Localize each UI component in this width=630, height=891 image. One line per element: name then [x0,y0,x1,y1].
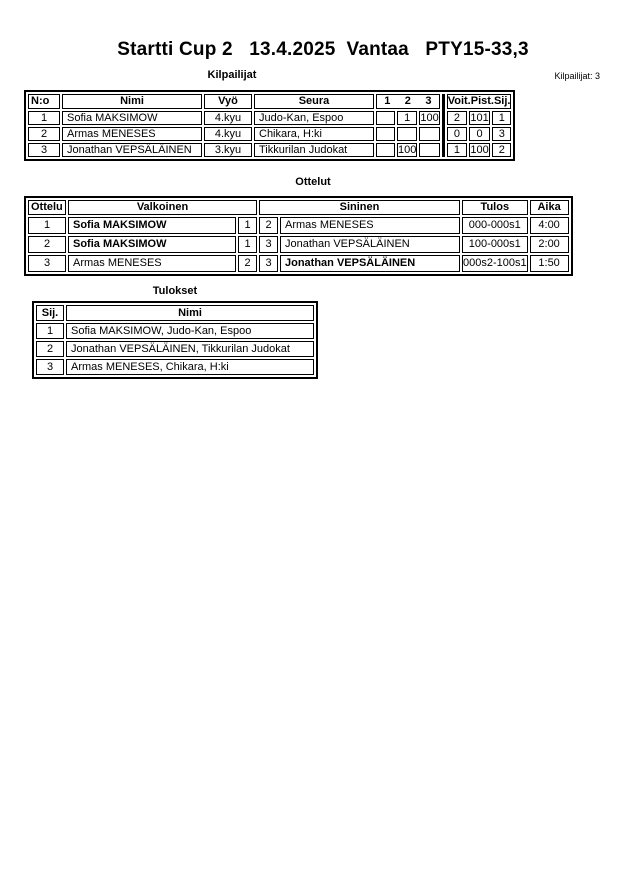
blue-number-cell: 3 [259,236,278,253]
competitor-club-cell: Tikkurilan Judokat [254,143,374,157]
points-cell: 101 [470,112,489,124]
blue-player-cell: Armas MENESES [280,217,460,234]
match-row [28,255,569,272]
place-cell: 2 [492,143,511,157]
results-table [32,301,318,379]
score-cell [397,127,417,141]
totals-divider [442,94,445,157]
competitor-name-cell: Jonathan VEPSÄLÄINEN [62,143,202,157]
result-cell: 100-000s1 [462,236,528,253]
time-cell: 1:50 [530,255,569,272]
score-cell [376,127,395,141]
matches-header-row [28,200,569,215]
competitor-row [28,127,511,141]
score-cell: 100 [420,112,439,124]
match-row [28,217,569,234]
place-cell: 1 [36,323,64,339]
col-tulos-header: Tulos [462,200,528,215]
matches-table [24,196,573,276]
result-row [36,323,314,339]
result-row [36,341,314,357]
match-number-cell: 2 [28,236,66,253]
col-sij-header: Sij. [493,95,511,107]
result-cell: 000-000s1 [462,217,528,234]
white-number-cell: 2 [238,255,257,272]
result-name-cell: Jonathan VEPSÄLÄINEN, Tikkurilan Judokat [66,341,314,357]
competitor-belt-cell: 4.kyu [204,111,252,125]
competitor-number-cell: 1 [28,111,60,125]
score-cell: 100 [398,144,417,156]
wins-cell: 1 [447,143,467,157]
blue-player-cell: Jonathan VEPSÄLÄINEN [280,255,460,272]
competitors-table [24,90,515,161]
time-cell: 2:00 [530,236,569,253]
result-row [36,359,314,375]
competitor-club-cell: Judo-Kan, Espoo [254,111,374,125]
competitor-club-cell: Chikara, H:ki [254,127,374,141]
score-col-1-header: 1 [384,95,391,107]
col-valkoinen-header: Valkoinen [68,200,257,215]
competitor-number-cell: 2 [28,127,60,141]
col-vyo-header: Vyö [204,94,252,109]
result-name-cell: Armas MENESES, Chikara, H:ki [66,359,314,375]
points-cell: 0 [469,127,490,141]
col-aika-header: Aika [530,200,569,215]
place-cell: 3 [36,359,64,375]
score-col-2-header: 2 [404,95,411,107]
col-voit-header: Voit. [447,95,471,107]
score-cell [376,111,395,125]
col-seura-header: Seura [254,94,374,109]
blue-number-cell: 2 [259,217,278,234]
white-player-cell: Armas MENESES [68,255,236,272]
matches-section-title: Ottelut [295,176,331,188]
place-cell: 2 [36,341,64,357]
col-ottelu-header: Ottelu [28,200,66,215]
match-score-cols-header [376,94,440,109]
competitor-number-cell: 3 [28,143,60,157]
competitor-belt-cell: 4.kyu [204,127,252,141]
match-number-cell: 3 [28,255,66,272]
white-player-cell: Sofia MAKSIMOW [68,217,236,234]
results-header-row [36,305,314,321]
score-col-3-header: 3 [425,95,432,107]
score-cell: 1 [397,111,417,125]
points-cell: 100 [470,144,489,156]
competitor-belt-cell: 3.kyu [204,143,252,157]
match-number-cell: 1 [28,217,66,234]
white-player-cell: Sofia MAKSIMOW [68,236,236,253]
competitors-section-title: Kilpailijat [207,69,257,81]
match-row [28,236,569,253]
score-cell [419,143,439,157]
white-number-cell: 1 [238,236,257,253]
blue-number-cell: 3 [259,255,278,272]
competitor-row [28,111,511,125]
col-no-header: N:o [28,94,60,109]
competitor-name-cell: Sofia MAKSIMOW [62,111,202,125]
white-number-cell: 1 [238,217,257,234]
score-cell [419,127,439,141]
competitors-header-row [28,94,511,109]
result-name-cell: Sofia MAKSIMOW, Judo-Kan, Espoo [66,323,314,339]
result-cell: 000s2-100s1 [462,255,528,272]
blue-player-cell: Jonathan VEPSÄLÄINEN [280,236,460,253]
competitor-name-cell: Armas MENESES [62,127,202,141]
col-nimi-header: Nimi [62,94,202,109]
place-cell: 3 [492,127,511,141]
score-cell [376,143,395,157]
col-nimi-header: Nimi [66,305,314,321]
competitor-row [28,143,511,157]
competitors-count-label: Kilpailijat: 3 [554,71,600,81]
col-pist-header: Pist. [470,95,494,107]
time-cell: 4:00 [530,217,569,234]
wins-cell: 2 [447,111,467,125]
wins-cell: 0 [447,127,467,141]
page-title: Startti Cup 2 13.4.2025 Vantaa PTY15-33,3 [117,39,529,60]
col-sij-header: Sij. [36,305,64,321]
place-cell: 1 [492,111,511,125]
totals-cols-header [447,94,512,109]
results-section-title: Tulokset [152,285,198,297]
col-sininen-header: Sininen [259,200,460,215]
